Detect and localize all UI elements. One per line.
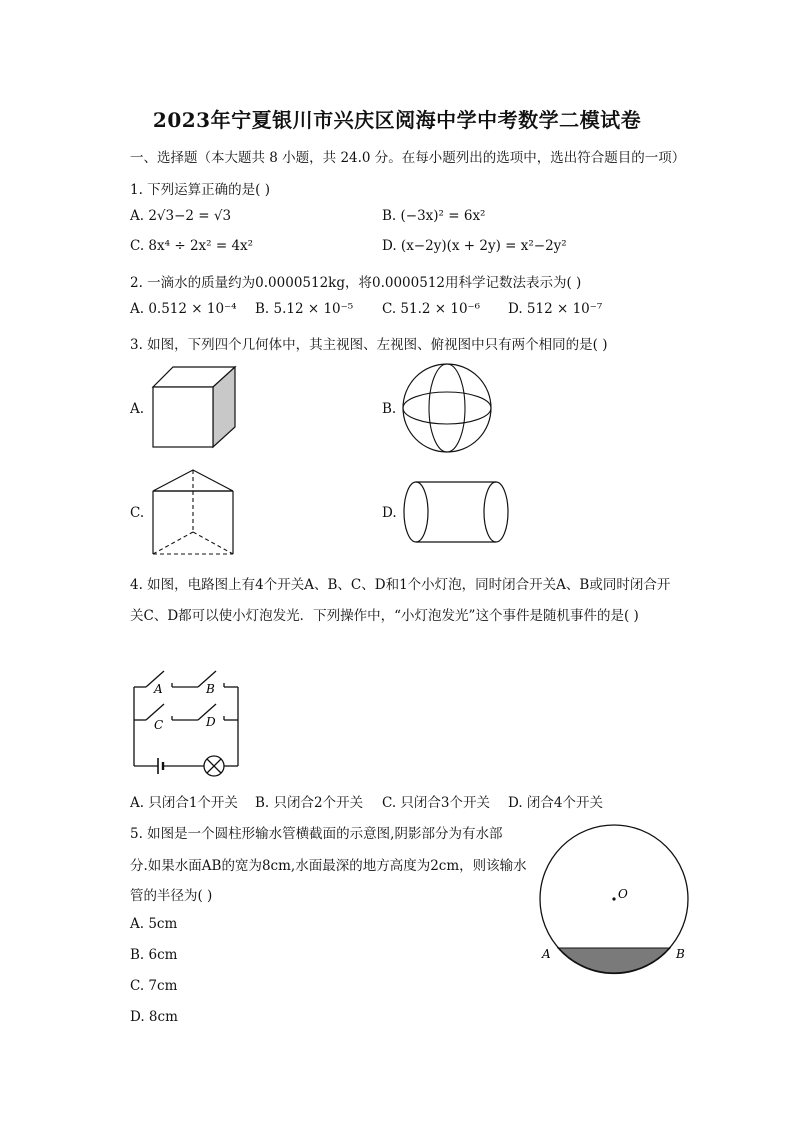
cube-figure <box>148 362 240 452</box>
q2-option-a[interactable]: A. 0.512 × 10⁻⁴ <box>130 301 237 317</box>
q3-stem: 3. 如图，下列四个几何体中，其主视图、左视图、俯视图中只有两个相同的是( ) <box>130 337 608 353</box>
switch-a-label: A <box>154 682 163 696</box>
q1-stem: 1. 下列运算正确的是( ) <box>130 182 270 198</box>
section-heading: 一、选择题（本大题共 8 小题，共 24.0 分。在每小题列出的选项中，选出符合题目的一项） <box>130 150 686 166</box>
pipe-cross-section <box>536 818 696 978</box>
q5-stem-line3: 管的半径为( ) <box>130 888 213 904</box>
q1-option-b[interactable]: B. (−3x)² = 6x² <box>382 208 486 224</box>
q4-option-c[interactable]: C. 只闭合3个开关 <box>382 795 491 811</box>
switch-b-label: B <box>206 682 215 696</box>
q5-option-b[interactable]: B. 6cm <box>130 947 178 963</box>
q3-option-d[interactable]: D. <box>382 505 397 521</box>
center-o-label: O <box>618 887 628 901</box>
q4-stem-line1: 4. 如图，电路图上有4个开关A、B、C、D和1个小灯泡，同时闭合开关A、B或同时闭合开 <box>130 577 671 593</box>
point-a-label: A <box>542 947 551 961</box>
q5-stem-line1: 5. 如图是一个圆柱形输水管横截面的示意图,阴影部分为有水部 <box>130 826 503 842</box>
q5-option-a[interactable]: A. 5cm <box>130 916 178 932</box>
q2-stem: 2. 一滴水的质量约为0.0000512kg，将0.0000512用科学记数法表示为( ) <box>130 275 582 291</box>
q1-option-a[interactable]: A. 2√3−2 = √3 <box>130 208 232 224</box>
sphere-figure <box>398 358 498 458</box>
point-b-label: B <box>676 947 685 961</box>
q5-option-c[interactable]: C. 7cm <box>130 978 178 994</box>
q3-option-a[interactable]: A. <box>130 401 145 417</box>
q2-option-c[interactable]: C. 51.2 × 10⁻⁶ <box>382 301 481 317</box>
q4-option-b[interactable]: B. 只闭合2个开关 <box>255 795 364 811</box>
q4-option-a[interactable]: A. 只闭合1个开关 <box>130 795 238 811</box>
q3-option-b[interactable]: B. <box>382 401 397 417</box>
q2-option-b[interactable]: B. 5.12 × 10⁻⁵ <box>255 301 354 317</box>
q1-option-c[interactable]: C. 8x⁴ ÷ 2x² = 4x² <box>130 238 254 254</box>
page-title: 2023年宁夏银川市兴庆区阅海中学中考数学二模试卷 <box>152 108 642 132</box>
switch-c-label: C <box>154 718 164 732</box>
q2-option-d[interactable]: D. 512 × 10⁻⁷ <box>508 301 603 317</box>
switch-d-label: D <box>206 715 216 729</box>
cylinder-figure <box>398 478 516 548</box>
q5-stem-line2: 分.如果水面AB的宽为8cm,水面最深的地方高度为2cm，则该输水 <box>130 858 527 874</box>
q1-option-d[interactable]: D. (x−2y)(x + 2y) = x²−2y² <box>382 238 567 254</box>
q4-option-d[interactable]: D. 闭合4个开关 <box>508 795 604 811</box>
prism-figure <box>148 466 240 558</box>
circuit-diagram <box>128 662 248 780</box>
q5-option-d[interactable]: D. 8cm <box>130 1009 178 1025</box>
q4-stem-line2: 关C、D都可以使小灯泡发光．下列操作中，“小灯泡发光”这个事件是随机事件的是( ) <box>130 608 639 624</box>
q3-option-c[interactable]: C. <box>130 505 145 521</box>
